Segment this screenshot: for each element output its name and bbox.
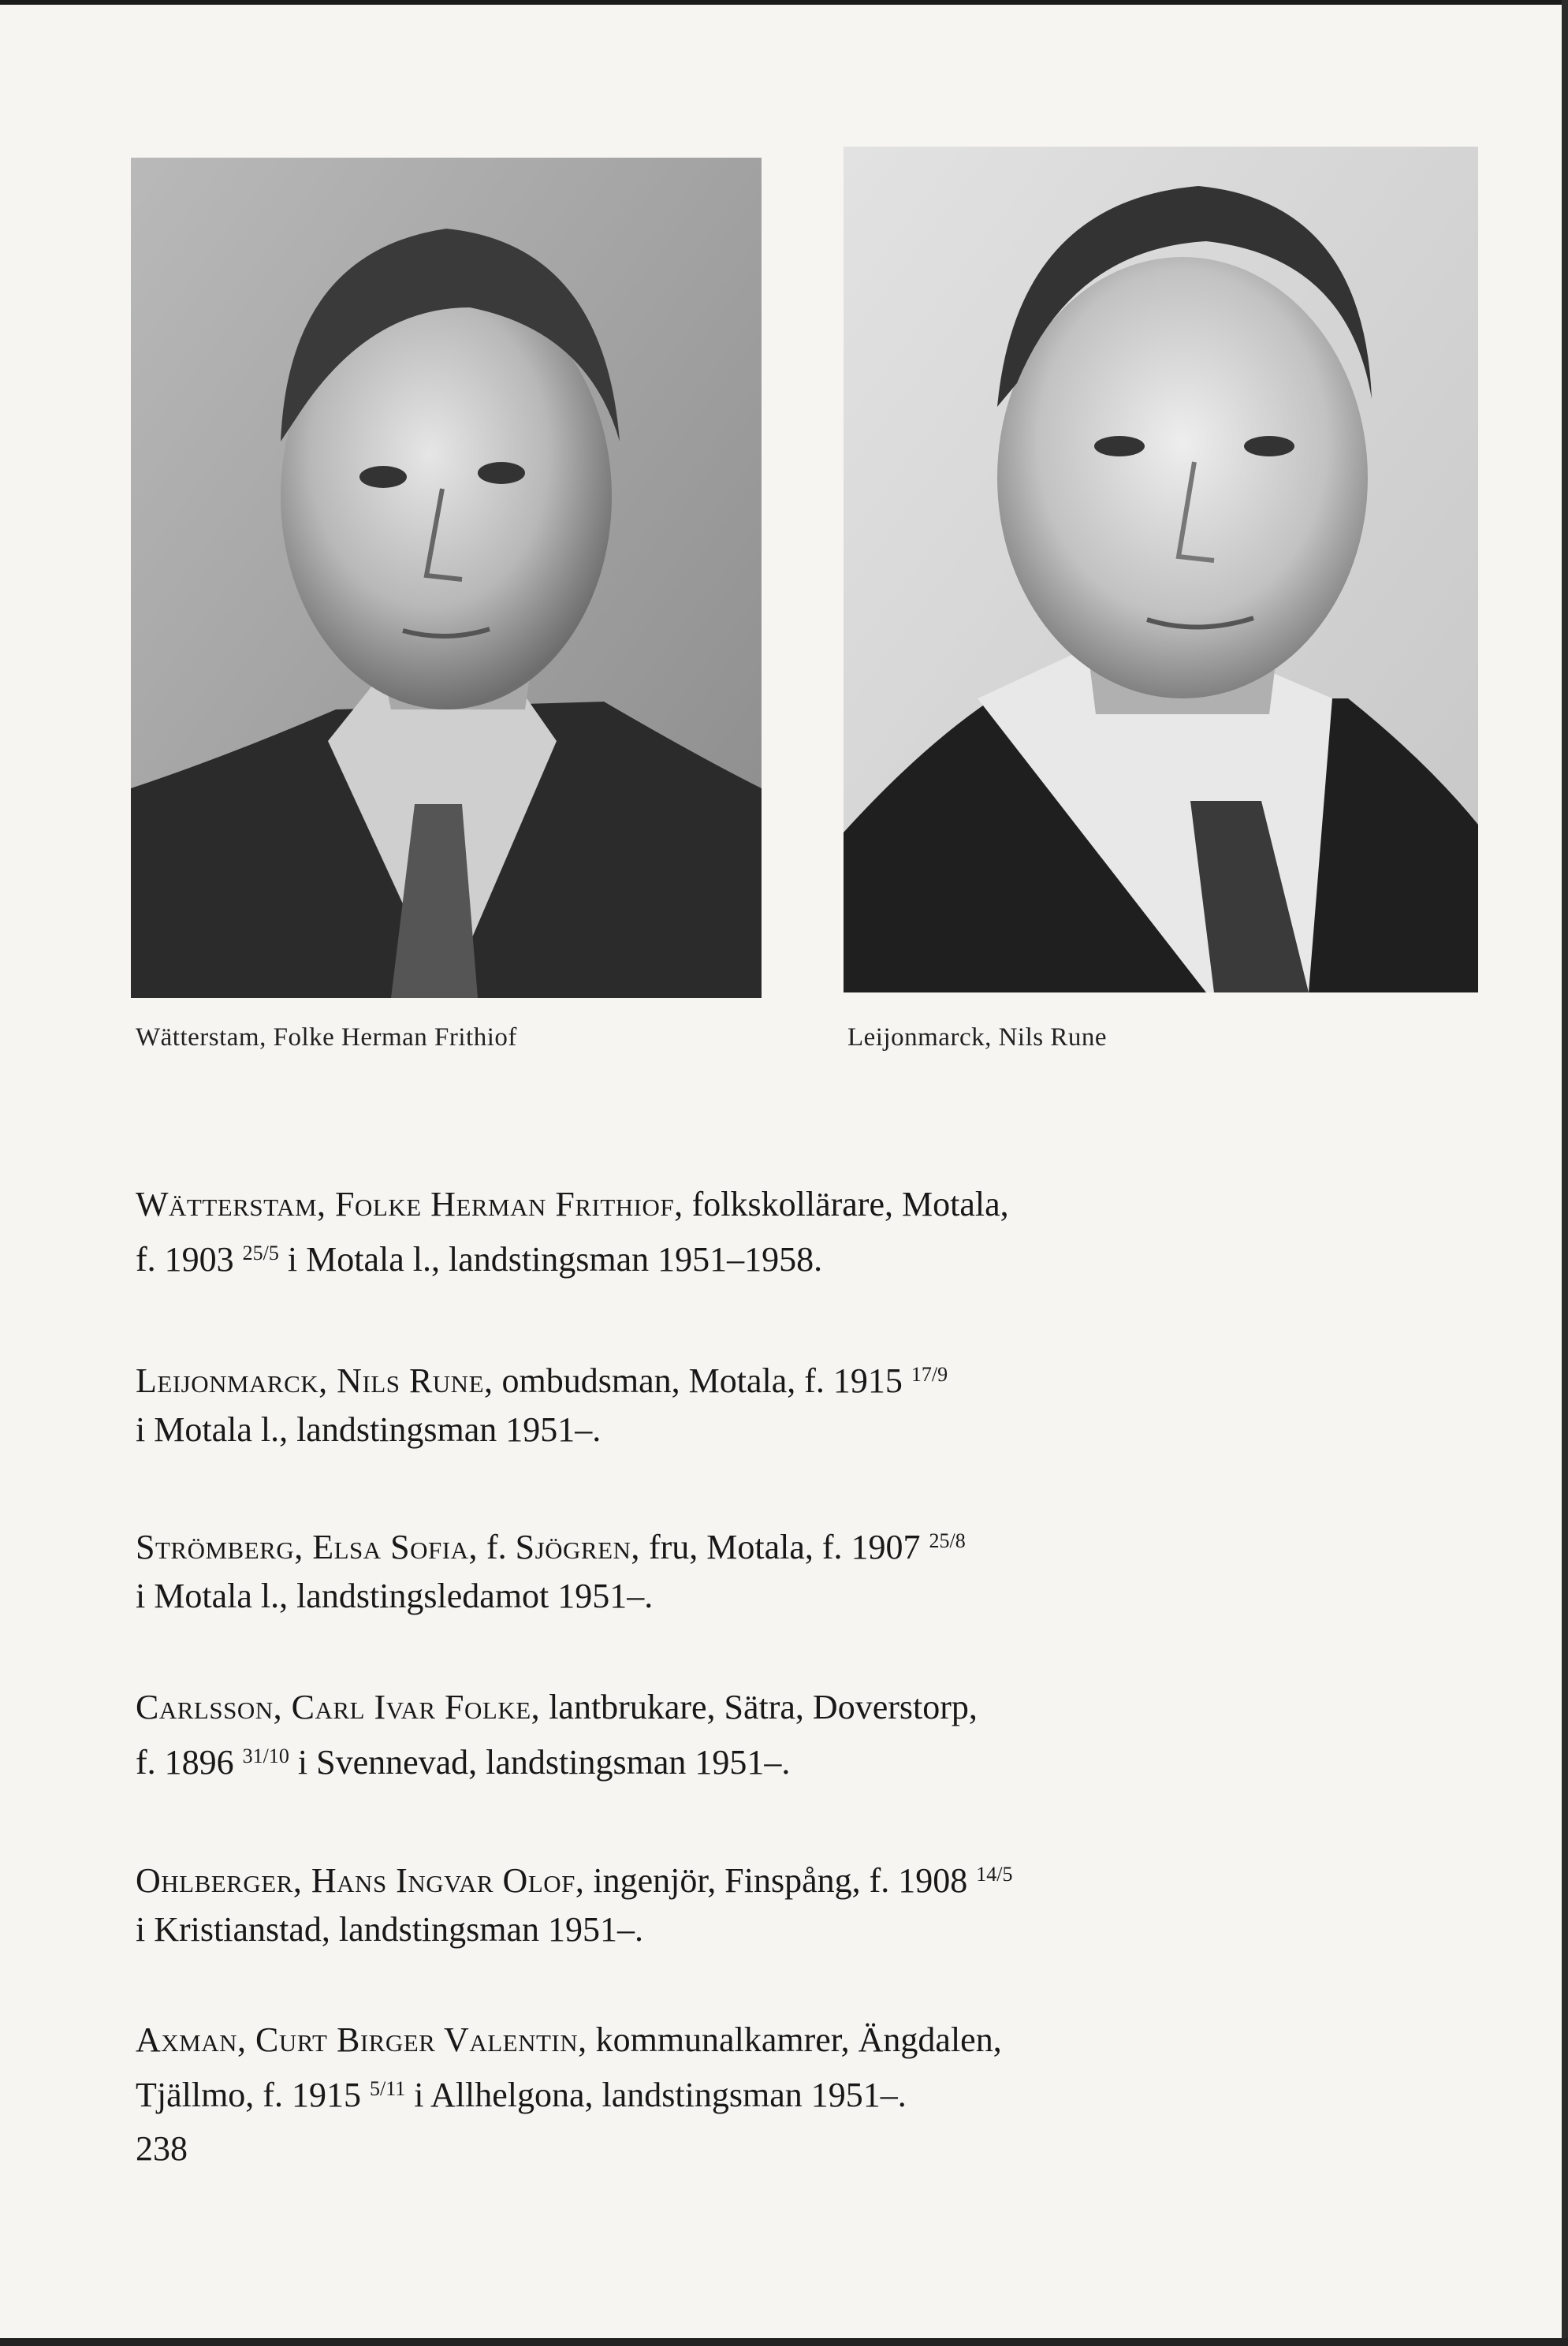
entry-line: [136, 1683, 1397, 1732]
page-edge-top: [0, 0, 1568, 5]
entry-name: Wätterstam, Folke Herman Frithiof,: [136, 1185, 683, 1223]
page-edge-bottom: [0, 2338, 1568, 2346]
biography-entry-watterstam: [136, 1180, 1397, 1284]
entry-text: lantbrukare, Sätra, Doverstorp,: [540, 1688, 978, 1726]
entry-line: i Kristianstad, landstingsman 1951–.: [136, 1910, 644, 1949]
entry-text: Tjällmo, f. 1915: [136, 2076, 370, 2114]
entry-text: i Motala l., landstingsman 1951–1958.: [278, 1240, 823, 1279]
birth-date-fraction: 17/9: [911, 1363, 948, 1386]
biography-entry-ohlberger: [136, 1850, 1397, 1954]
entry-line: [136, 1517, 1397, 1572]
entry-line: i Motala l., landstingsledamot 1951–.: [136, 1577, 654, 1615]
portrait-image-right: [844, 147, 1478, 992]
entry-text: fru, Motala, f. 1907: [639, 1528, 929, 1566]
portrait-photo-leijonmarck: [844, 147, 1478, 992]
entry-line: [136, 1180, 1397, 1229]
entry-text: i Allhelgona, landstingsman 1951–.: [405, 2076, 907, 2114]
birth-date-fraction: 14/5: [976, 1863, 1013, 1886]
biography-entry-carlsson: [136, 1683, 1397, 1787]
photo-caption-left: Wätterstam, Folke Herman Frithiof: [136, 1023, 517, 1052]
entry-line: [136, 1850, 1397, 1905]
page-edge-right: [1562, 0, 1568, 2346]
entry-name: Ohlberger, Hans Ingvar Olof,: [136, 1861, 585, 1900]
birth-date-fraction: 5/11: [369, 2077, 406, 2100]
entry-line: [136, 2016, 1397, 2065]
entry-name: Strömberg, Elsa Sofia,: [136, 1528, 478, 1566]
entry-text: f.: [477, 1528, 516, 1566]
entry-maiden-name: Sjögren,: [515, 1528, 640, 1566]
birth-date-fraction: 25/5: [242, 1242, 279, 1264]
entry-line: [136, 1732, 1397, 1787]
entry-text: f. 1903: [136, 1240, 243, 1279]
page-number: 238: [136, 2129, 188, 2168]
biography-entry-leijonmarck: [136, 1350, 1397, 1454]
entry-text: f. 1896: [136, 1743, 243, 1782]
photo-caption-right: Leijonmarck, Nils Rune: [847, 1023, 1108, 1052]
entry-text: kommunalkamrer, Ängdalen,: [587, 2020, 1002, 2059]
portrait-image-left: [131, 158, 762, 998]
entry-name: Leijonmarck, Nils Rune,: [136, 1361, 493, 1400]
entry-line: [136, 1229, 1397, 1284]
entry-line: [136, 2065, 1397, 2120]
entry-name: Carlsson, Carl Ivar Folke,: [136, 1688, 541, 1726]
entry-text: i Svennevad, landstingsman 1951–.: [289, 1743, 791, 1782]
birth-date-fraction: 31/10: [242, 1745, 289, 1767]
biography-entry-stromberg: [136, 1517, 1397, 1621]
entry-text: ingenjör, Finspång, f. 1908: [584, 1861, 977, 1900]
portrait-photo-watterstam: [131, 158, 762, 998]
birth-date-fraction: 25/8: [929, 1529, 966, 1552]
entry-text: ombudsman, Motala, f. 1915: [493, 1361, 911, 1400]
entry-text: folkskollärare, Motala,: [683, 1185, 1009, 1223]
entry-line: i Motala l., landstingsman 1951–.: [136, 1410, 602, 1449]
biography-entry-axman: [136, 2016, 1397, 2120]
entry-line: [136, 1350, 1397, 1406]
entry-name: Axman, Curt Birger Valentin,: [136, 2020, 587, 2059]
